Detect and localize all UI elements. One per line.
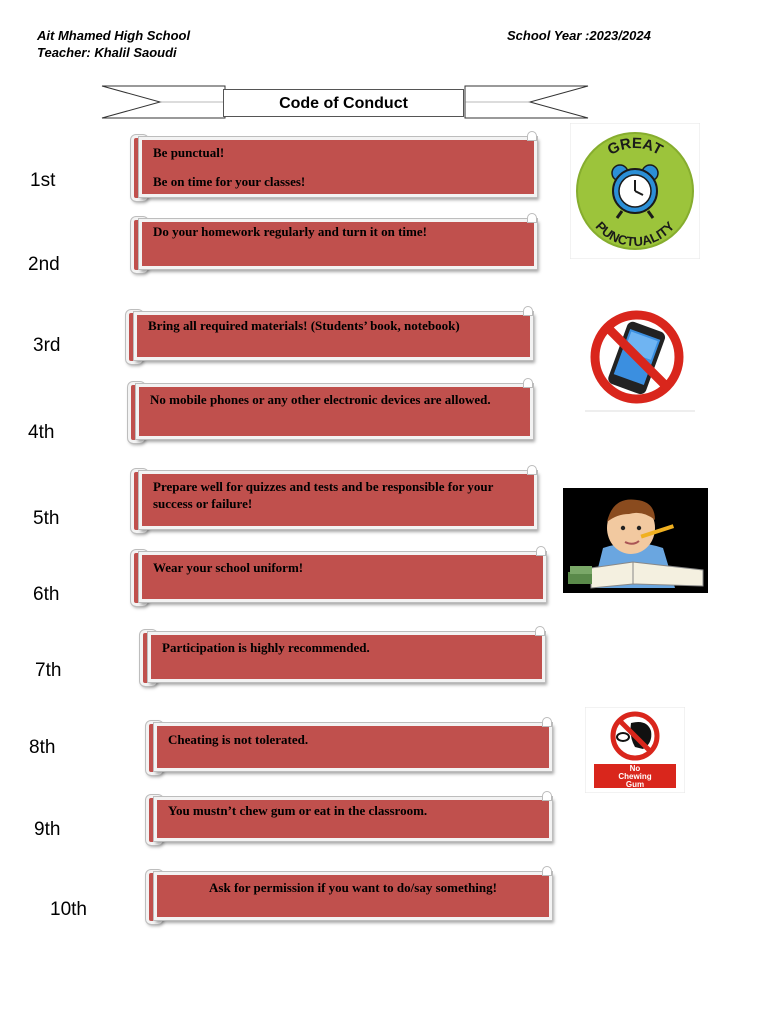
rule-number: 3rd (33, 335, 61, 356)
badge-bottom-text: PUNCTUALITY (592, 218, 678, 250)
school-year: School Year :2023/2024 (507, 28, 651, 43)
no-mobile-phone-icon (595, 315, 679, 399)
badge-top-text: GREAT (604, 134, 666, 159)
rule-number: 9th (34, 819, 61, 840)
rule-ribbon-3 (126, 310, 533, 360)
rule-text: Be punctual! (153, 145, 225, 160)
rule-text: Bring all required materials! (Students’ book, notebook) (148, 318, 460, 333)
punctuality-badge-image (570, 123, 700, 259)
rule-text: Cheating is not tolerated. (168, 732, 309, 747)
rule-text: No mobile phones or any other electronic devices are allowed. (150, 392, 491, 407)
rule-number: 5th (33, 508, 60, 529)
rule-text: Wear your school uniform! (153, 560, 304, 575)
gum-sign-line-3: Gum (625, 780, 645, 789)
rule-text: Be on time for your classes! (153, 174, 306, 189)
gum-sign-line-1: No (629, 764, 641, 773)
rule-ribbon-2 (131, 217, 537, 269)
no-phone-sign-image (585, 305, 695, 415)
rule-text: Do your homework regularly and turn it on time! (153, 224, 427, 239)
teacher-name: Teacher: Khalil Saoudi (37, 45, 177, 60)
school-header (37, 27, 190, 61)
rule-ribbon-8 (146, 721, 552, 771)
page-title: Code of Conduct (223, 89, 464, 117)
gum-sign-line-2: Chewing (618, 772, 652, 781)
rule-ribbon-1 (131, 135, 537, 197)
rule-number: 6th (33, 584, 60, 605)
rule-ribbon-4 (128, 382, 533, 439)
rule-ribbon-10 (146, 870, 552, 920)
rule-text: Ask for permission if you want to do/say something! (209, 880, 497, 895)
rule-text: You mustn’t chew gum or eat in the classroom. (168, 803, 428, 818)
no-chewing-gum-icon (613, 714, 657, 758)
rule-ribbon-5 (131, 469, 537, 529)
rule-number: 2nd (28, 254, 60, 275)
rule-ribbon-9 (146, 795, 552, 841)
rule-text: Prepare well for quizzes and tests and be responsible for your success or failure! (153, 479, 494, 511)
rule-text: Participation is highly recommended. (162, 640, 370, 655)
rule-ribbon-7 (140, 630, 545, 682)
boy-studying-image (563, 488, 708, 593)
rule-number: 1st (30, 170, 56, 191)
no-chewing-gum-sign-image (585, 707, 685, 793)
rule-number: 10th (50, 899, 87, 920)
rule-ribbon-6 (131, 550, 546, 602)
school-name: Ait Mhamed High School (37, 28, 191, 43)
rule-number: 4th (28, 422, 55, 443)
rule-number: 7th (35, 660, 62, 681)
rule-number: 8th (29, 737, 56, 758)
